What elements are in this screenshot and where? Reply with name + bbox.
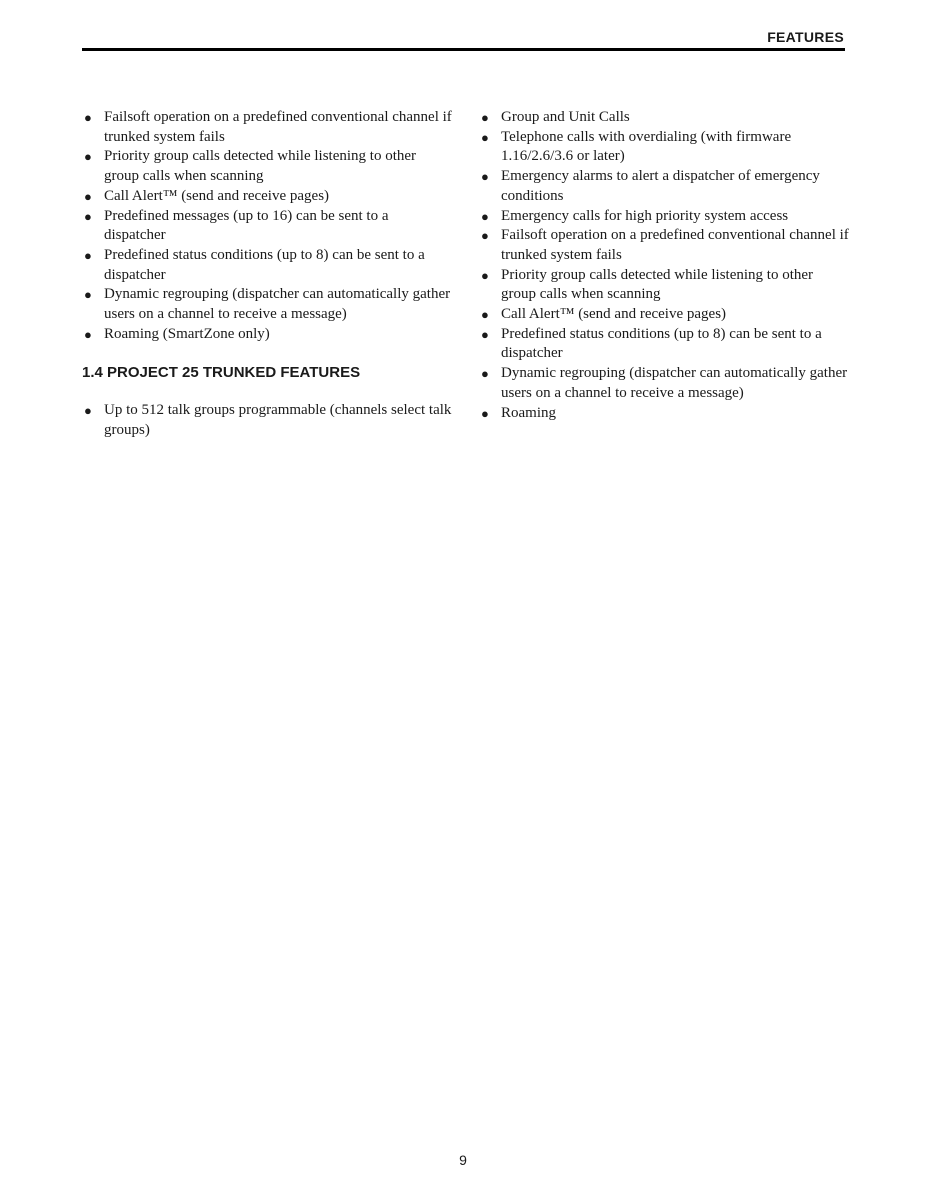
right-feature-list xyxy=(479,108,849,423)
list-item xyxy=(82,187,452,207)
list-item xyxy=(82,207,452,246)
bullet-icon: ● xyxy=(84,188,92,204)
list-item xyxy=(82,401,452,440)
bullet-icon: ● xyxy=(84,403,92,419)
list-item xyxy=(82,108,452,147)
bullet-icon: ● xyxy=(481,366,489,382)
section-heading: 1.4 PROJECT 25 TRUNKED FEATURES xyxy=(82,364,361,382)
page-number: 9 xyxy=(459,1152,467,1168)
list-item-text: Priority group calls detected while listening to other group calls when scanning xyxy=(104,148,417,185)
list-item-text: Telephone calls with overdialing (with firmware 1.16/2.6/3.6 or later) xyxy=(501,128,792,165)
bullet-icon: ● xyxy=(481,307,489,323)
list-item-text: Call Alert™ (send and receive pages) xyxy=(104,187,330,204)
list-item xyxy=(479,364,849,403)
list-item-text: Predefined status conditions (up to 8) can be sent to a dispatcher xyxy=(501,325,822,362)
bullet-icon: ● xyxy=(481,129,489,145)
list-item xyxy=(479,305,849,325)
list-item-text: Call Alert™ (send and receive pages) xyxy=(501,306,727,323)
bullet-icon: ● xyxy=(481,208,489,224)
list-item-text: Priority group calls detected while listening to other group calls when scanning xyxy=(501,266,814,303)
list-item-text: Emergency calls for high priority system access xyxy=(501,207,789,224)
project25-feature-list xyxy=(82,401,452,440)
bullet-icon: ● xyxy=(481,326,489,342)
list-item-text: Dynamic regrouping (dispatcher can automatically gather users on a channel to receive a message) xyxy=(104,286,451,323)
list-item-text: Group and Unit Calls xyxy=(501,109,630,125)
list-item-text: Dynamic regrouping (dispatcher can automatically gather users on a channel to receive a message) xyxy=(501,365,848,401)
bullet-icon: ● xyxy=(481,228,489,244)
list-item xyxy=(82,147,452,186)
list-item xyxy=(479,404,849,424)
list-item-text: Up to 512 talk groups programmable (channels select talk groups) xyxy=(104,402,452,439)
bullet-icon: ● xyxy=(84,326,92,342)
page-header-title: FEATURES xyxy=(767,29,844,45)
list-item xyxy=(479,167,849,206)
bullet-icon: ● xyxy=(84,149,92,165)
list-item-text: Predefined status conditions (up to 8) can be sent to a dispatcher xyxy=(104,246,425,283)
list-item xyxy=(479,266,849,305)
bullet-icon: ● xyxy=(481,267,489,283)
list-item xyxy=(479,226,849,265)
left-feature-list xyxy=(82,108,452,344)
list-item-text: Roaming xyxy=(501,404,556,421)
list-item-text: Failsoft operation on a predefined conventional channel if trunked system fails xyxy=(501,227,849,263)
list-item xyxy=(82,285,452,324)
list-item xyxy=(82,325,452,345)
list-item xyxy=(82,246,452,285)
bullet-icon: ● xyxy=(84,287,92,303)
list-item-text: Failsoft operation on a predefined conventional channel if trunked system fails xyxy=(104,109,452,145)
bullet-icon: ● xyxy=(481,169,489,185)
list-item xyxy=(479,325,849,364)
bullet-icon: ● xyxy=(84,208,92,224)
left-column xyxy=(82,108,452,441)
list-item xyxy=(479,128,849,167)
list-item-text: Roaming (SmartZone only) xyxy=(104,325,270,342)
list-item xyxy=(479,207,849,227)
header-rule xyxy=(82,48,845,51)
right-column xyxy=(479,108,849,423)
bullet-icon: ● xyxy=(481,405,489,421)
list-item-text: Predefined messages (up to 16) can be sent to a dispatcher xyxy=(104,207,389,244)
list-item-text: Emergency alarms to alert a dispatcher of emergency conditions xyxy=(501,168,820,204)
bullet-icon: ● xyxy=(84,247,92,263)
bullet-icon: ● xyxy=(84,110,92,125)
list-item xyxy=(479,108,849,128)
bullet-icon: ● xyxy=(481,110,489,125)
